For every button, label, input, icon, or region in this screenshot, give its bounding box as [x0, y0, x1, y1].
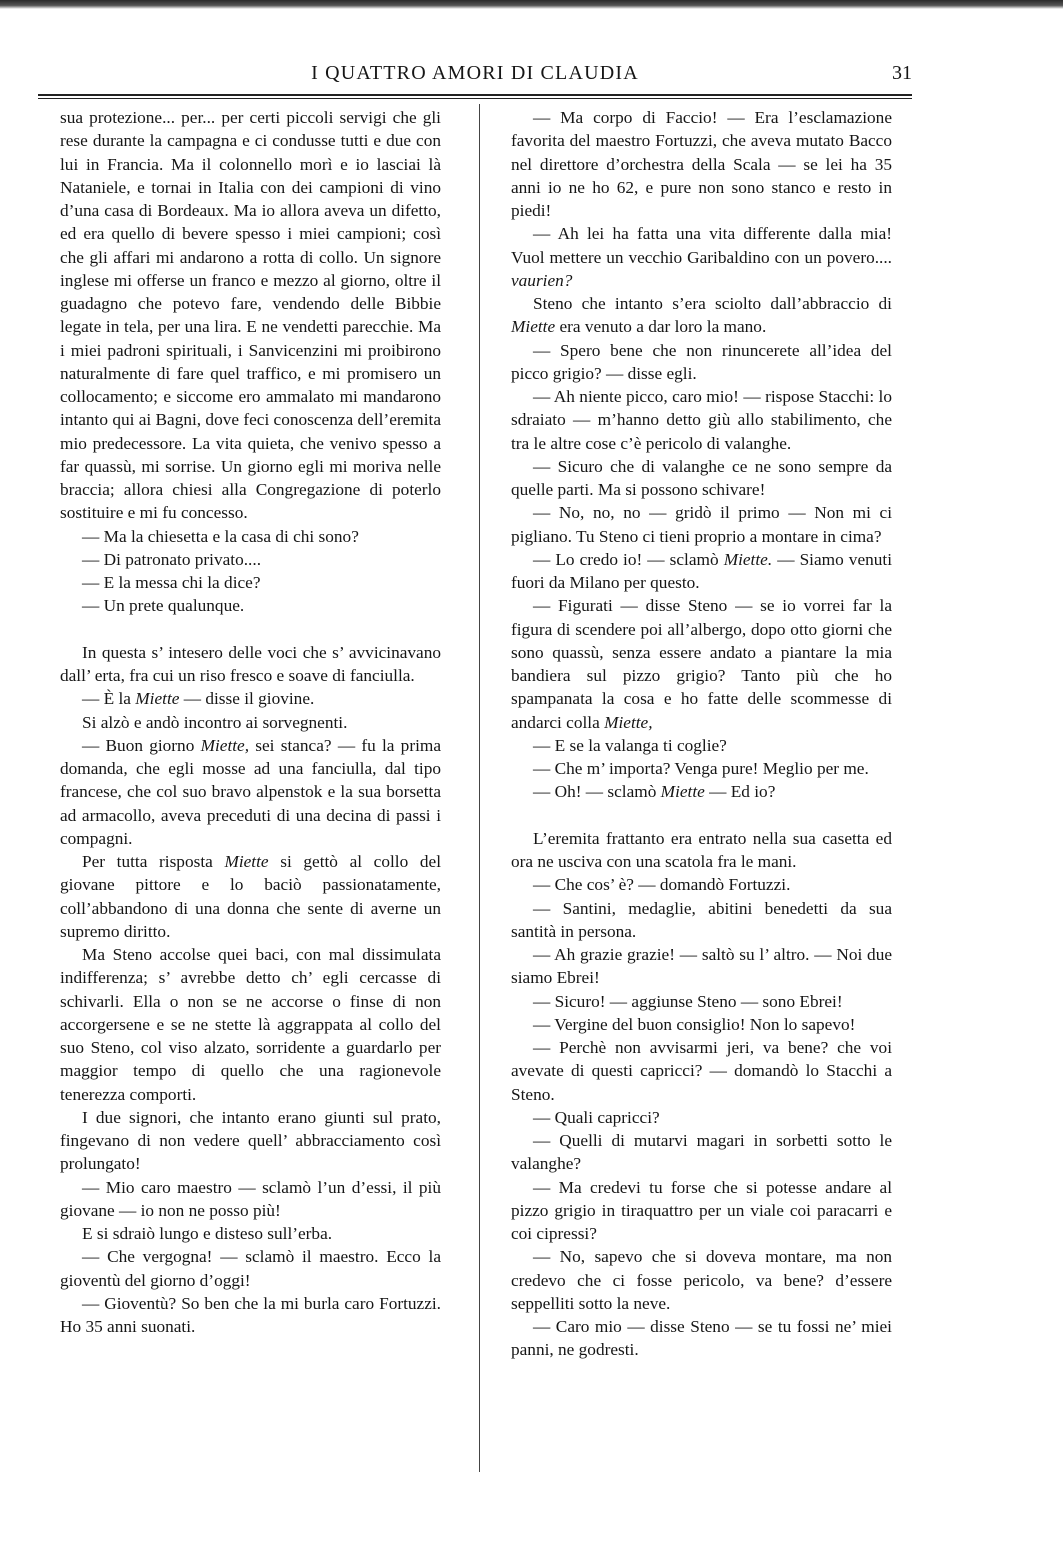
- dialogue-line: — Vergine del buon consiglio! Non lo sapevo!: [533, 1014, 856, 1034]
- dialogue-line: — Che vergogna! — sclamò il maestro. Ecco la gioventù del giorno d’oggi!: [60, 1247, 441, 1290]
- foreign-word-italic: vaurien?: [511, 270, 573, 290]
- dialogue-line: — Gioventù? So ben che la mi burla caro Fortuzzi. Ho 35 anni suonati.: [60, 1293, 441, 1336]
- dialogue-line: — Santini, medaglie, abitini benedetti da sua santità in persona.: [511, 898, 892, 941]
- dialogue-line: — Mio caro maestro — sclamò l’un d’essi, il più giovane — io non ne posso più!: [60, 1177, 441, 1220]
- dialogue-line: — Ma corpo di Faccio! — Era l’esclamazione favorita del maestro Fortuzzi, che aveva mutato Bacco nel direttore d’orchestra della Scala — se lei ha 35 anni io ne ho 62, e pure non sono stanco e resto in piedi!: [511, 108, 892, 220]
- dialogue-line: — Lo credo io! — sclamò Miette. — Siamo venuti fuori da Milano per questo.: [511, 549, 892, 592]
- running-title: I QUATTRO AMORI DI CLAUDIA: [311, 62, 639, 84]
- dialogue-line: — No, sapevo che si doveva montare, ma non credevo che ci fosse pericolo, va bene? d’essere seppelliti sotto la neve.: [511, 1247, 892, 1313]
- name-italic: Miette: [660, 782, 705, 802]
- name-italic: Miette,: [200, 735, 250, 755]
- scan-top-edge: [0, 0, 1063, 9]
- name-italic: Miette.: [723, 549, 773, 569]
- dialogue-line: — Buon giorno Miette, sei stanca? — fu la prima domanda, che egli mosse ad una fanciulla, dal tipo francese, che col suo bravo alpenstok e la sua borsetta ad armacollo, aveva preceduti di una decina di passi i compagni.: [60, 735, 441, 848]
- dialogue-line: — Ma la chiesetta e la casa di chi sono?: [82, 526, 359, 546]
- dialogue-line: — Di patronato privato....: [82, 549, 262, 569]
- paragraph: L’eremita frattanto era entrato nella sua casetta ed ora ne usciva con una scatola fra le mani.: [511, 828, 892, 871]
- paragraph: Steno che intanto s’era sciolto dall’abbraccio di Miette era venuto a dar loro la mano.: [511, 294, 892, 337]
- dialogue-line: — Che cos’ è? — domandò Fortuzzi.: [533, 875, 791, 895]
- dialogue-line: — Caro mio — disse Steno — se tu fossi ne’ miei panni, ne godresti.: [511, 1317, 892, 1360]
- dialogue-line: — No, no, no — gridò il primo — Non mi ci pigliano. Tu Steno ci tieni proprio a montare in cima?: [511, 503, 892, 546]
- dialogue-line: — Perchè non avvisarmi jeri, va bene? che voi avevate di questi capricci? — domandò lo Stacchi a Steno.: [511, 1038, 892, 1104]
- paragraph: Si alzò e andò incontro ai sorvegnenti.: [82, 712, 348, 732]
- dialogue-line: — Ma credevi tu forse che si potesse andare al pizzo grigio in tiraquattro per un viale coi paracarri e coi cipressi?: [511, 1177, 892, 1243]
- left-column: [60, 106, 441, 1338]
- paragraph: Per tutta risposta Miette si gettò al collo del giovane pittore e lo baciò passionatamente, coll’abbandono di una donna che sente di averne un supremo diritto.: [60, 852, 441, 941]
- column-divider: [479, 104, 480, 1472]
- dialogue-line: — Sicuro che di valanghe ce ne sono sempre da quelle parti. Ma si possono schivare!: [511, 456, 892, 499]
- dialogue-line: — Spero bene che non rinuncerete all’idea del picco grigio? — disse egli.: [511, 340, 892, 383]
- dialogue-line: — Che m’ importa? Venga pure! Meglio per me.: [533, 759, 869, 778]
- dialogue-line: — E se la valanga ti coglie?: [533, 735, 727, 755]
- dialogue-line: — Quali capricci?: [533, 1107, 660, 1127]
- dialogue-line: — Ah niente picco, caro mio! — rispose Stacchi: lo sdraiato — m’hanno detto giù allo stabilimento, che tra le altre cose c’è pericolo di valanghe.: [511, 387, 892, 453]
- name-italic: Miette: [135, 689, 180, 709]
- name-italic: Miette: [511, 317, 556, 337]
- dialogue-line: — Ah lei ha fatta una vita differente dalla mia! Vuol mettere un vecchio Garibaldino con un povero.... vaurien?: [511, 224, 892, 290]
- paragraph: I due signori, che intanto erano giunti sul prato, fingevano di non vedere quell’ abbracciamento così prolungato!: [60, 1107, 441, 1174]
- running-header: [38, 60, 912, 92]
- right-column: [511, 106, 892, 1362]
- dialogue-line: — Sicuro! — aggiunse Steno — sono Ebrei!: [533, 991, 843, 1011]
- name-italic: Miette: [224, 852, 269, 871]
- paragraph: Ma Steno accolse quei baci, con mal dissimulata indifferenza; s’ avrebbe detto ch’ egli cercasse di schivarli. Ella o non se ne accorse o finse di non accorgersene e se ne stette là aggrappata al collo del suo Steno, col viso alzato, sorridente a guardarlo per maggior tempo di quello che una ragionevole tenerezza comporti.: [60, 945, 441, 1104]
- dialogue-line: — Ah grazie grazie! — saltò su l’ altro. — Noi due siamo Ebrei!: [511, 945, 892, 988]
- header-rule: [38, 94, 912, 99]
- paragraph: E si sdraiò lungo e disteso sull’erba.: [82, 1224, 333, 1243]
- paragraph: sua protezione... per... per certi piccoli servigi che gli rese durante la campagna e ci condusse tutti e due con lui in Francia. Ma il colonnello morì e io lasciai là Nataniele, e tornai in Italia con dei campioni di vino d’una casa di Bordeaux. Ma io allora aveva un difetto, ed era quello di bevere spesso i miei campioni; così che gli affari mi andarono a rotta di collo. Un signore inglese mi offerse un franco e mezzo al giorno, oltre il guadagno che potevo fare, vendendo delle Bibbie legate in tela, per una lira. E ne vendetti parecchie. Ma i miei padroni spirituali, i Sanvicenzini mi proibirono naturalmente di fare quel traffico, e mi promisero un collocamento; e siccome ero ammalato mi mandarono intanto qui ai Bagni, dove feci conoscenza dell’eremita mio predecessore. La vita quieta, che venivo spesso a far quassù, mi sorrise. Un giorno egli mi moriva nelle braccia; allora chiesi alla Congregazione di poterlo sostituire e mi fu concesso.: [60, 108, 441, 523]
- section-break: [511, 804, 892, 827]
- dialogue-line: — Un prete qualunque.: [82, 596, 245, 616]
- paragraph: In questa s’ intesero delle voci che s’ avvicinavano dall’ erta, fra cui un riso fresco e soave di fanciulla.: [60, 642, 441, 685]
- page-number: 31: [892, 62, 912, 84]
- section-break: [60, 618, 441, 641]
- dialogue-line: — Oh! — sclamò Miette — Ed io?: [533, 782, 776, 802]
- dialogue-line: — Figurati — disse Steno — se io vorrei far la figura di scendere poi all’albergo, dopo otto giorni che sono quassù, senza essere andato a piantare la mia bandiera sul pizzo grigio? Tanto più che ho spampanata la cosa e ho fatte delle scommesse di andarci colla Miette,: [511, 596, 892, 732]
- name-italic: Miette,: [604, 712, 653, 732]
- dialogue-line: — Quelli di mutarvi magari in sorbetti sotto le valanghe?: [511, 1131, 892, 1174]
- dialogue-line: — È la Miette — disse il giovine.: [82, 689, 315, 709]
- dialogue-line: — E la messa chi la dice?: [82, 573, 261, 592]
